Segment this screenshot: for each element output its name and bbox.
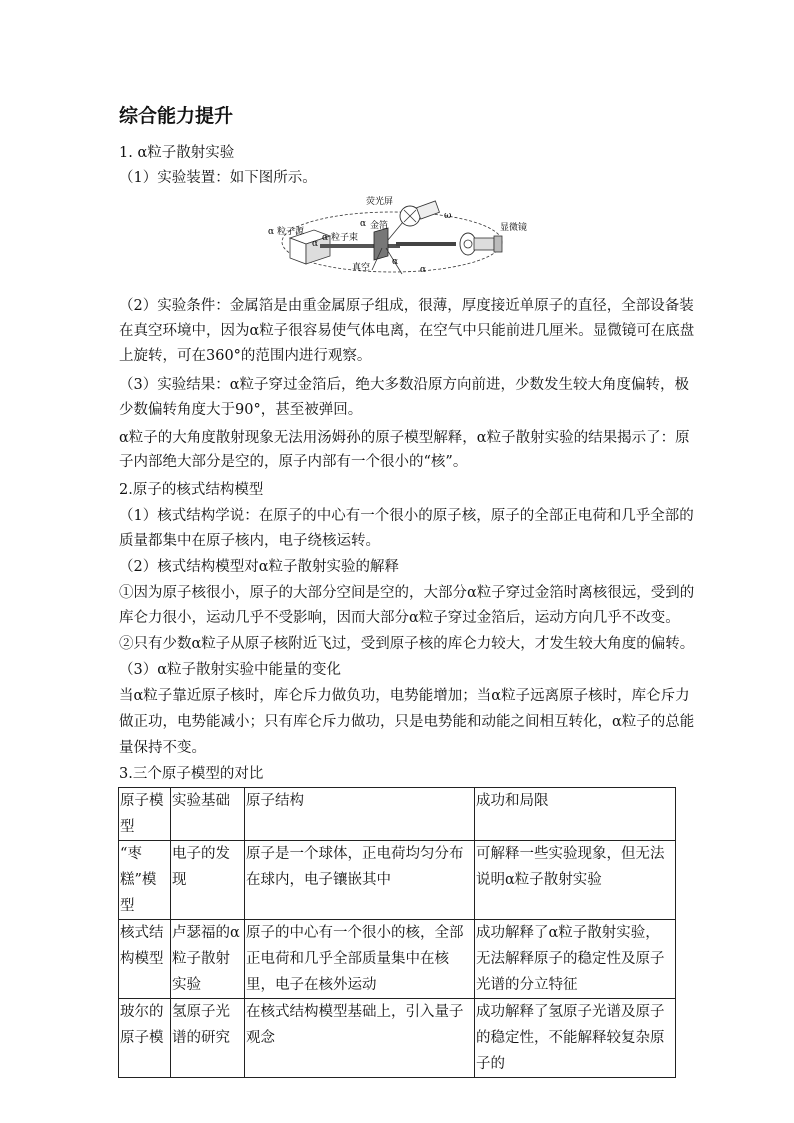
table-cell: 成功解释了α粒子散射实验，无法解释原子的稳定性及原子光谱的分立特征 bbox=[475, 920, 676, 999]
label-alpha: α bbox=[360, 219, 367, 229]
s2-p2: （2）核式结构模型对α粒子散射实验的解释 bbox=[119, 559, 400, 575]
label-foil: 金箔 bbox=[370, 221, 389, 231]
table-row bbox=[119, 999, 676, 1078]
table-cell: 玻尔的原子模 bbox=[119, 999, 171, 1078]
section-title: 综合能力提升 bbox=[119, 105, 234, 127]
s1-p2-line: 上旋转，可在360°的范围内进行观察。 bbox=[119, 348, 372, 364]
gold-foil bbox=[374, 228, 388, 260]
label-alpha: α bbox=[312, 239, 319, 249]
table-cell: 原子是一个球体，正电荷均匀分布在球内，电子镶嵌其中 bbox=[245, 841, 475, 920]
table-cell: 电子的发现 bbox=[171, 841, 245, 920]
s2-p3-line: ①因为原子核很小，原子的大部分空间是空的，大部分α粒子穿过金箔时离核很远，受到的 bbox=[119, 585, 695, 601]
s2-p1-line: 质量都集中在原子核内，电子绕核运转。 bbox=[119, 533, 380, 549]
table-cell: 原子的中心有一个很小的核，全部正电荷和几乎全部质量集中在核里，电子在核外运动 bbox=[245, 920, 475, 999]
table-header-cell: 成功和局限 bbox=[475, 788, 676, 841]
s1-p4-line: α粒子的大角度散射现象无法用汤姆孙的原子模型解释，α粒子散射实验的结果揭示了：原 bbox=[119, 430, 690, 446]
s3-heading: 3.三个原子模型的对比 bbox=[119, 766, 264, 782]
table-cell: 成功解释了氢原子光谱及原子的稳定性，不能解释较复杂原子的 bbox=[475, 999, 676, 1078]
label-omega: ω bbox=[444, 211, 452, 221]
table-header-cell: 原子结构 bbox=[245, 788, 475, 841]
table-cell: 氢原子光谱的研究 bbox=[171, 999, 245, 1078]
s2-p6-line: 当α粒子靠近原子核时，库仑斥力做负功，电势能增加；当α粒子远离原子核时，库仑斥力 bbox=[119, 688, 690, 704]
table-header-cell: 原子模型 bbox=[119, 788, 171, 841]
s2-p6-line: 量保持不变。 bbox=[119, 740, 206, 756]
fluorescent-screen-scope bbox=[400, 201, 439, 226]
table-cell: 可解释一些实验现象，但无法说明α粒子散射实验 bbox=[475, 841, 676, 920]
label-alpha: α bbox=[392, 257, 399, 267]
table-cell: 核式结构模型 bbox=[119, 920, 171, 999]
microscope-assembly bbox=[460, 233, 502, 255]
s2-p5: （3）α粒子散射实验中能量的变化 bbox=[119, 662, 342, 678]
s1-heading: 1. α粒子散射实验 bbox=[119, 145, 235, 161]
label-microscope: 显微镜 bbox=[500, 223, 528, 233]
table-row bbox=[119, 920, 676, 999]
s1-p4-line: 子内部绝大部分是空的，原子内部有一个很小的“核”。 bbox=[119, 454, 468, 470]
transmitted-beam bbox=[396, 242, 456, 246]
label-screen: 荧光屏 bbox=[366, 197, 394, 207]
table-header-row bbox=[119, 788, 676, 841]
table-cell: 在核式结构模型基础上，引入量子观念 bbox=[245, 999, 475, 1078]
s2-heading: 2.原子的核式结构模型 bbox=[119, 482, 264, 498]
s2-p1-line: （1）核式结构学说：在原子的中心有一个很小的原子核，原子的全部正电荷和几乎全部的 bbox=[119, 508, 694, 524]
s1-p2-line: 在真空环境中，因为α粒子很容易使气体电离，在空气中只能前进几厘米。显微镜可在底盘 bbox=[119, 323, 695, 339]
s1-p2-line: （2）实验条件：金属箔是由重金属原子组成，很薄，厚度接近单原子的直径，全部设备装 bbox=[119, 298, 694, 314]
s2-p4: ②只有少数α粒子从原子核附近飞过，受到原子核的库仑力较大，才发生较大角度的偏转。 bbox=[119, 636, 695, 652]
table-cell: “枣糕”模型 bbox=[119, 841, 171, 920]
s1-p3-line: （3）实验结果：α粒子穿过金箔后，绝大多数沿原方向前进，少数发生较大角度偏转，极 bbox=[119, 377, 690, 393]
s1-p1: （1）实验装置：如下图所示。 bbox=[119, 170, 317, 186]
table-row bbox=[119, 841, 676, 920]
s2-p6-line: 做正功，电势能减小；只有库仑斥力做功，只是电势能和动能之间相互转化，α粒子的总能 bbox=[119, 714, 695, 730]
table-cell: 卢瑟福的α粒子散射实验 bbox=[171, 920, 245, 999]
label-vacuum: 真空 bbox=[352, 263, 371, 273]
s2-p3-line: 库仑力很小，运动几乎不受影响，因而大部分α粒子穿过金箔后，运动方向几乎不改变。 bbox=[119, 610, 680, 626]
label-source: α 粒子源 bbox=[268, 227, 304, 237]
scattering-apparatus-diagram bbox=[262, 190, 542, 280]
table-header-cell: 实验基础 bbox=[171, 788, 245, 841]
label-alpha: α bbox=[420, 265, 427, 275]
s1-p3-line: 少数偏转角度大于90°，甚至被弹回。 bbox=[119, 402, 363, 418]
atomic-model-comparison-table bbox=[118, 787, 676, 1078]
label-beam: α 粒子束 bbox=[322, 233, 358, 243]
